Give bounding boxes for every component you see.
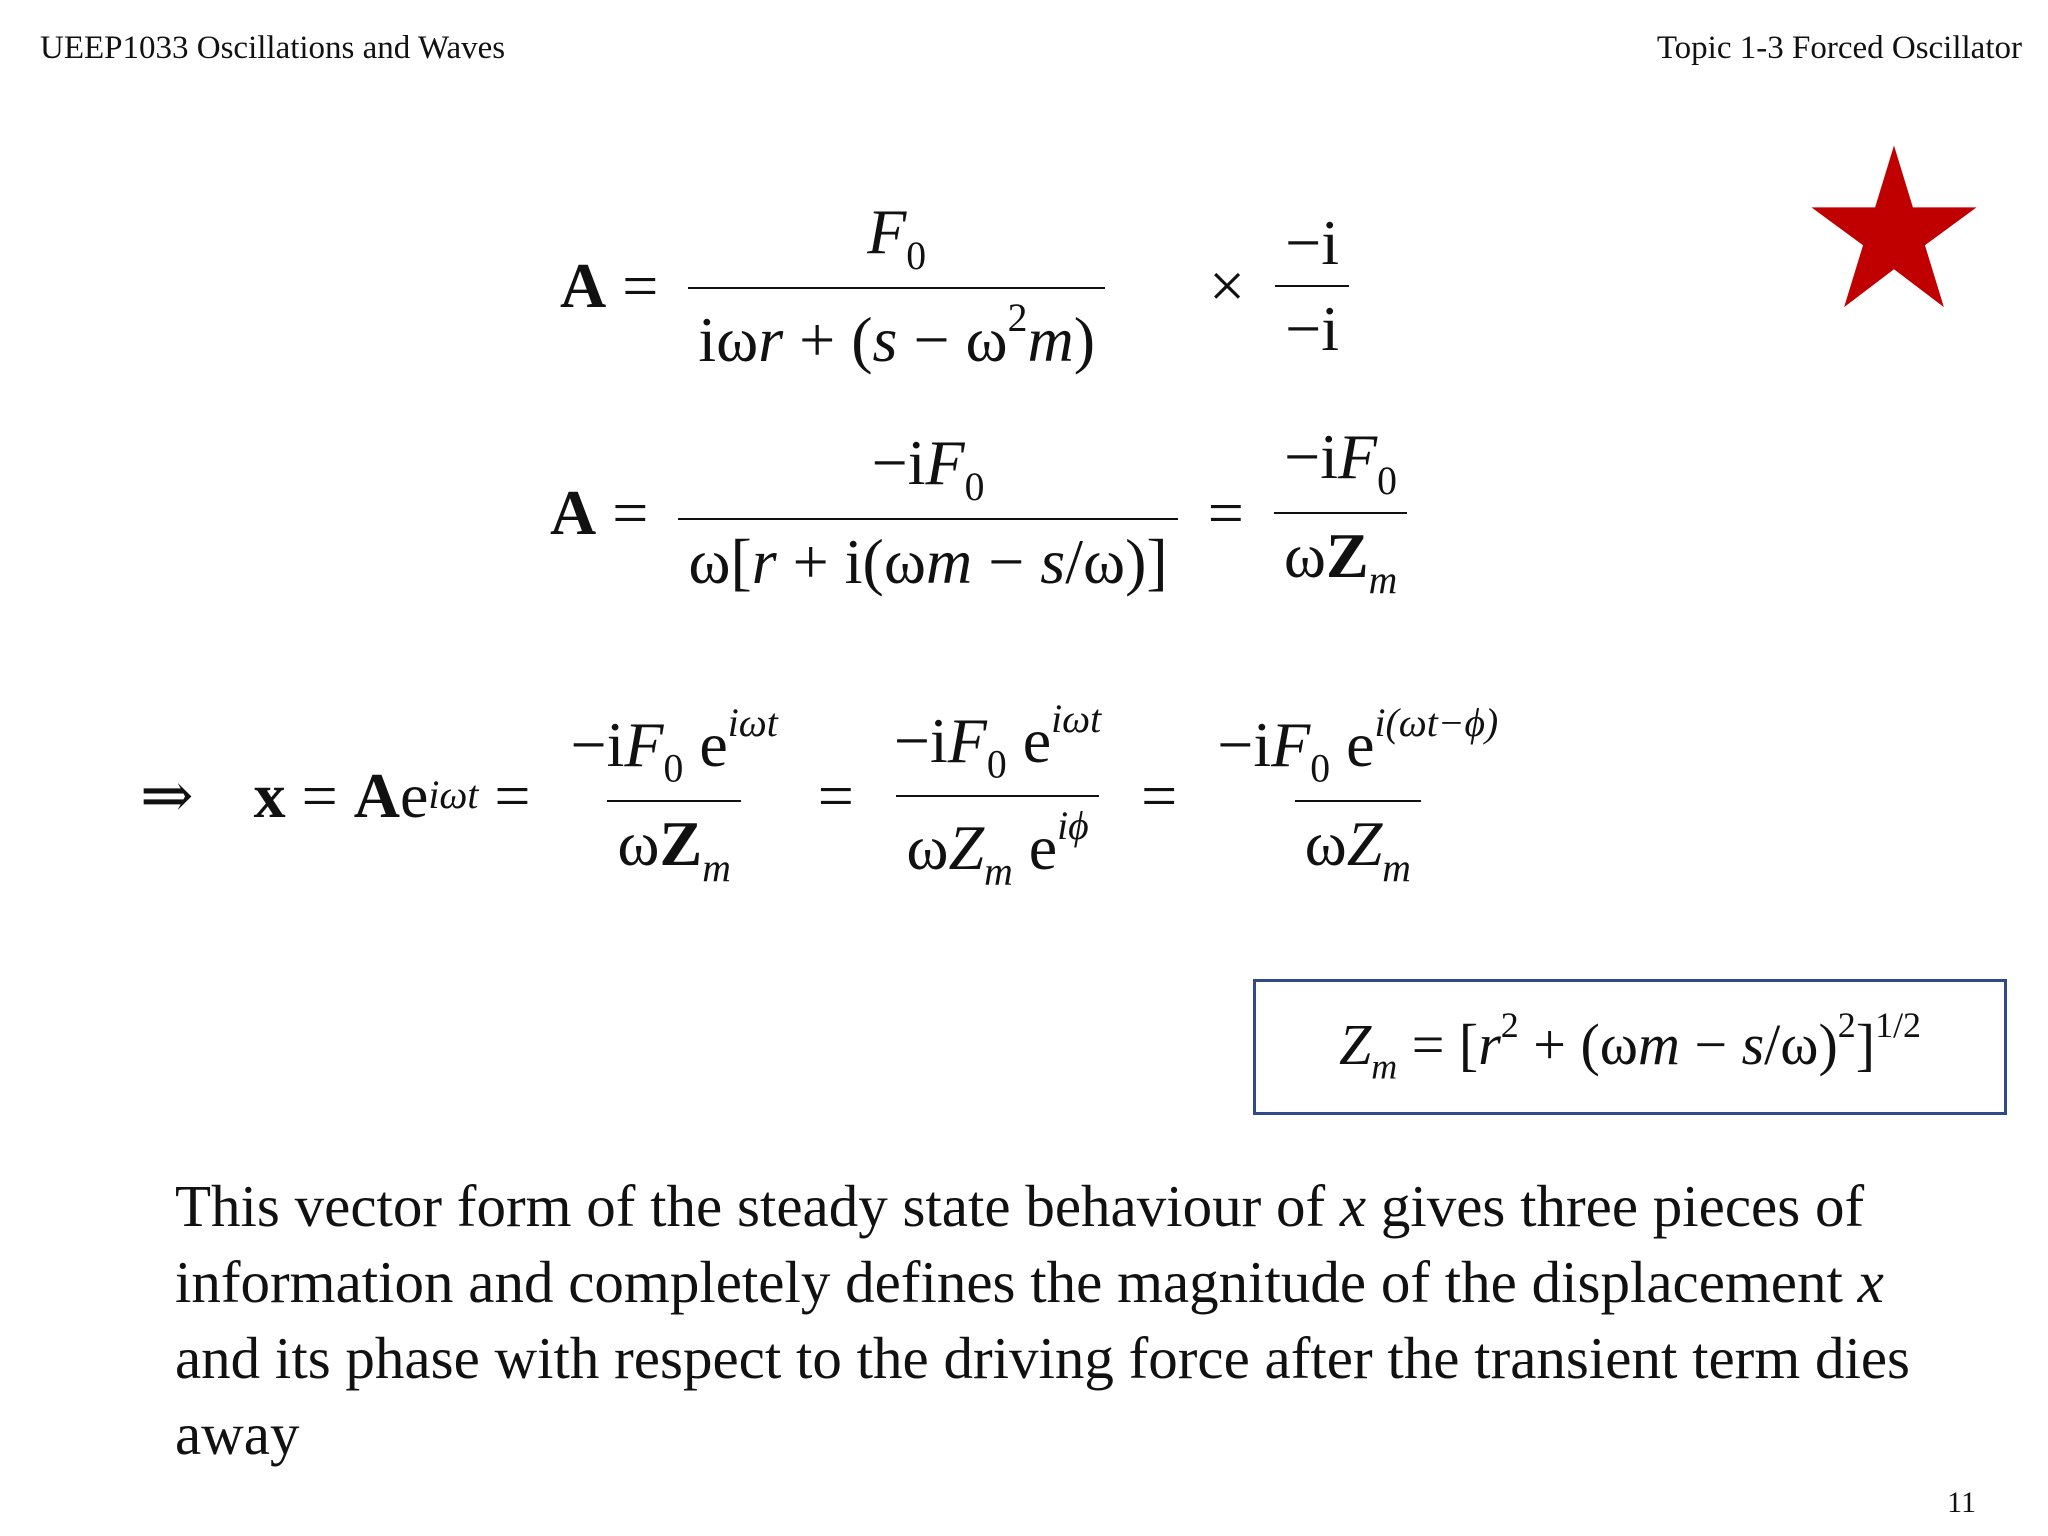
eq3-f1-num-e: e	[683, 709, 728, 781]
eq2-den-m: m	[925, 525, 973, 597]
eq3-f3-num-sub: 0	[1310, 746, 1331, 791]
eq2-num2-a: −i	[1284, 421, 1339, 492]
eq2-fraction-2	[1274, 421, 1407, 602]
page-number: 11	[1947, 1486, 1976, 1519]
body-text-2: gives three pieces of information and completely defines the magnitude of the displacement	[175, 1173, 1865, 1315]
eq3-f3-num-sup: i(ωt−ϕ)	[1374, 701, 1499, 746]
eq3-f3-num-a: −i	[1217, 709, 1272, 781]
equation-displacement	[140, 697, 1522, 894]
eq3-f3-num-e: e	[1330, 709, 1375, 781]
eq1-lhs: A	[560, 249, 607, 321]
eq2-den-a: ω[	[688, 525, 752, 597]
eq3-f2-den-sup: iϕ	[1057, 804, 1089, 849]
eq1-times: ×	[1209, 249, 1246, 321]
eq3-f2-den-a: ω	[906, 812, 949, 884]
eq2-equals: =	[612, 476, 649, 548]
eq1-denominator	[688, 287, 1105, 375]
eq1-equals: =	[622, 249, 659, 321]
zm-s: s	[1741, 1012, 1765, 1078]
eq3-f1-num-F: F	[624, 709, 664, 781]
eq3-f2-num-F: F	[947, 704, 987, 776]
zm-sub: m	[1371, 1046, 1398, 1087]
eq3-f1-num-sup: iωt	[727, 701, 778, 746]
eq2-den2-sub: m	[1368, 557, 1398, 602]
eq3-fraction-3	[1207, 701, 1508, 890]
eq1-num-F: F	[867, 196, 907, 267]
eq3-f2-num-a: −i	[893, 704, 948, 776]
equation-amplitude-multiply	[560, 196, 1363, 375]
equation-amplitude-zm	[550, 421, 1421, 602]
zm-d: /ω)	[1764, 1012, 1838, 1078]
body-x-1: x	[1339, 1173, 1367, 1239]
eq3-f2-num-sub: 0	[986, 742, 1007, 787]
zm-r-sup: 2	[1500, 1005, 1519, 1046]
eq3-f3-denominator	[1295, 800, 1421, 889]
eq3-f2-num-sup: iωt	[1051, 697, 1102, 741]
explanation-paragraph	[175, 1168, 1975, 1472]
eq3-eq-3: =	[817, 760, 854, 832]
eq3-f1-den-Z: Z	[659, 807, 703, 879]
body-text-1: This vector form of the steady state behaviour of	[175, 1173, 1340, 1239]
eq1-den-b: + (	[783, 303, 873, 375]
implies-arrow: ⇒	[140, 760, 194, 832]
eq1-den-s: s	[872, 303, 898, 375]
eq2-equals-2: =	[1207, 476, 1244, 548]
eq2-num-a: −i	[871, 427, 926, 499]
eq3-f2-den-sub: m	[984, 849, 1013, 894]
eq3-e-sup: iωt	[428, 773, 479, 818]
eq3-f3-num-F: F	[1271, 709, 1311, 781]
eq2-den-c: −	[972, 525, 1041, 597]
impedance-equation	[1338, 1005, 1922, 1087]
eq2-num2-sub: 0	[1377, 458, 1397, 503]
eq3-eq-2: =	[494, 760, 531, 832]
eq1-den-sup: 2	[1007, 295, 1028, 340]
eq1-den-a: iω	[698, 303, 759, 375]
eq2-den2-Z: Z	[1325, 519, 1369, 591]
eq2-fraction	[678, 427, 1177, 597]
eq2-denominator	[678, 518, 1177, 597]
eq1-fraction	[688, 196, 1105, 375]
eq3-f2-num-e: e	[1006, 704, 1052, 776]
zm-a: = [	[1397, 1012, 1479, 1078]
impedance-definition-box	[1253, 979, 2007, 1115]
eq3-f1-num-a: −i	[570, 709, 625, 781]
zm-pow-sup: 1/2	[1875, 1005, 1922, 1046]
eq3-fraction-2	[884, 697, 1111, 894]
eq1-den-r: r	[758, 303, 784, 375]
zm-r: r	[1478, 1012, 1501, 1078]
eq2-den-b: + i(ω	[776, 525, 926, 597]
eq2-frac2-numerator	[1274, 421, 1407, 512]
eq3-f1-den-sub: m	[702, 845, 731, 890]
body-x-2: x	[1857, 1249, 1884, 1315]
eq1-fraction-2	[1275, 206, 1349, 364]
eq3-f1-denominator	[607, 800, 740, 889]
body-text-3: and its phase with respect to the driving force after the transient term dies away	[175, 1325, 1910, 1467]
eq1-den-d: )	[1073, 303, 1096, 375]
eq3-eq: =	[301, 760, 338, 832]
eq2-den-d: /ω)]	[1065, 525, 1168, 597]
eq2-den-r: r	[751, 525, 777, 597]
eq3-fraction-1	[561, 701, 788, 890]
eq3-x: x	[253, 760, 286, 832]
eq2-den2-a: ω	[1283, 519, 1326, 591]
eq1-numerator	[857, 196, 936, 287]
zm-e: ]	[1855, 1012, 1876, 1078]
eq3-f2-numerator	[884, 697, 1111, 795]
zm-c: −	[1679, 1012, 1742, 1078]
eq3-f2-den-e: e	[1012, 812, 1058, 884]
eq1-num-sub: 0	[906, 233, 927, 278]
eq3-f3-den-Z: Z	[1346, 807, 1383, 879]
header-course-title: UEEP1033 Oscillations and Waves	[40, 30, 506, 66]
eq3-f3-den-sub: m	[1382, 845, 1411, 890]
eq2-num-sub: 0	[964, 465, 985, 510]
eq2-frac2-denominator	[1274, 512, 1407, 601]
eq2-num2-F: F	[1338, 421, 1378, 492]
header-topic-title: Topic 1-3 Forced Oscillator	[1656, 30, 2022, 66]
eq1-frac2-numerator: −i	[1285, 206, 1339, 278]
eq3-e: e	[399, 760, 429, 832]
eq3-f3-numerator	[1207, 701, 1508, 799]
eq2-lhs: A	[550, 476, 597, 548]
eq2-numerator	[862, 427, 995, 518]
zm-m: m	[1637, 1012, 1680, 1078]
star-icon	[1805, 142, 1983, 314]
eq1-frac2-denominator: −i	[1275, 285, 1349, 361]
eq3-A: A	[353, 760, 400, 832]
eq3-f1-den-a: ω	[617, 807, 660, 879]
eq2-num-F: F	[925, 427, 965, 499]
zm-sq-sup: 2	[1837, 1005, 1856, 1046]
eq3-f3-den-a: ω	[1304, 807, 1347, 879]
eq3-f2-denominator	[896, 795, 1098, 892]
eq3-f1-num-sub: 0	[663, 746, 684, 791]
eq3-eq-4: =	[1141, 760, 1178, 832]
eq3-f1-numerator	[561, 701, 788, 799]
zm-Z: Z	[1338, 1012, 1372, 1078]
eq1-den-c: − ω	[897, 303, 1008, 375]
eq3-f2-den-Z: Z	[948, 812, 985, 884]
zm-b: + (ω	[1518, 1012, 1638, 1078]
eq1-den-m: m	[1027, 303, 1074, 375]
eq2-den-s: s	[1040, 525, 1066, 597]
